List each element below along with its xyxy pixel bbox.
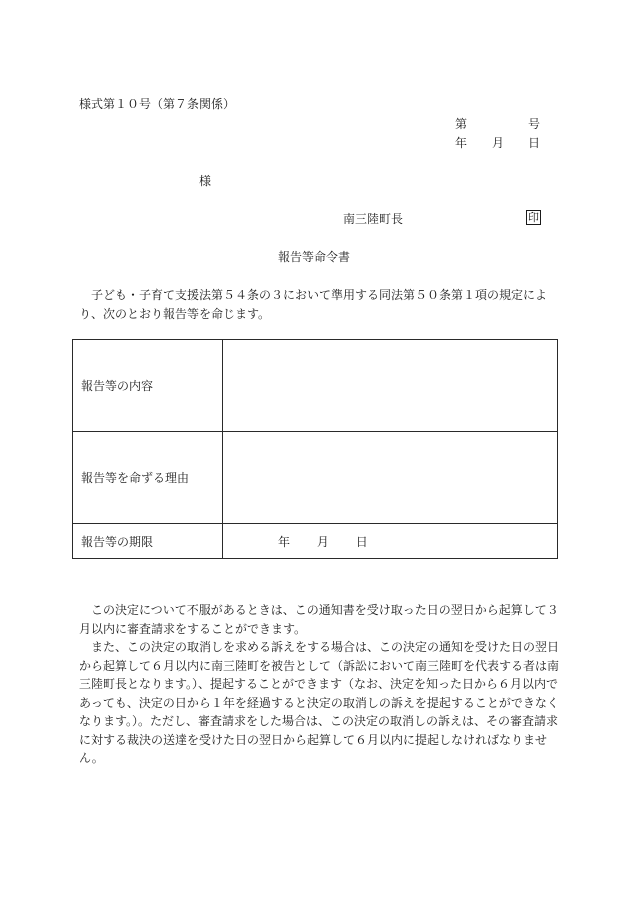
issue-day-label: 日: [528, 136, 541, 150]
document-title: 報告等命令書: [278, 250, 351, 264]
form-number: 様式第１０号（第７条関係）: [79, 97, 236, 111]
document-number-suffix: 号: [528, 117, 541, 131]
issue-year-label: 年: [455, 136, 468, 150]
deadline-label: 報告等の期限: [73, 524, 223, 559]
reason-value-field[interactable]: [223, 432, 558, 524]
content-value-field[interactable]: [223, 340, 558, 432]
intro-paragraph: 子ども・子育て支援法第５４条の３において準用する同法第５０条第１項の規定により、次のとおり報告等を命じます。: [79, 288, 548, 321]
addressee-honorific: 様: [199, 174, 212, 188]
deadline-day-label: 日: [355, 534, 368, 549]
content-label: 報告等の内容: [73, 340, 223, 432]
reason-label: 報告等を命ずる理由: [73, 432, 223, 524]
document-number-prefix: 第: [455, 117, 468, 131]
notice-section: [79, 601, 563, 768]
report-table: [72, 339, 558, 559]
deadline-value-field[interactable]: [223, 524, 558, 559]
lawsuit-notice-paragraph: また、この決定の取消しを求める訴えをする場合は、この決定の通知を受けた日の翌日から起算して６月以内に南三陸町を被告として（訴訟において南三陸町を代表する者は南三陸町長となります。）、提起することができます（なお、決定を知った日から６月以内であっても、決定の日から１年を経過すると決定の取消しの訴えを提起することができなくなります。）。ただし、審査請求をした場合は、この決定の取消しの訴えは、その審査請求に対する裁決の送達を受けた日の翌日から起算して６月以内に提起しなければなりません。: [79, 640, 560, 765]
table-row: [73, 432, 558, 524]
issue-month-label: 月: [492, 136, 505, 150]
seal-stamp-mark: 印: [528, 211, 539, 224]
appeal-notice-paragraph: この決定について不服があるときは、この通知書を受け取った日の翌日から起算して３月以内に審査請求をすることができます。: [79, 603, 559, 636]
issuer-name: 南三陸町長: [343, 212, 404, 226]
deadline-year-label: 年: [278, 534, 291, 549]
table-row: [73, 524, 558, 559]
table-row: [73, 340, 558, 432]
deadline-month-label: 月: [316, 534, 329, 549]
